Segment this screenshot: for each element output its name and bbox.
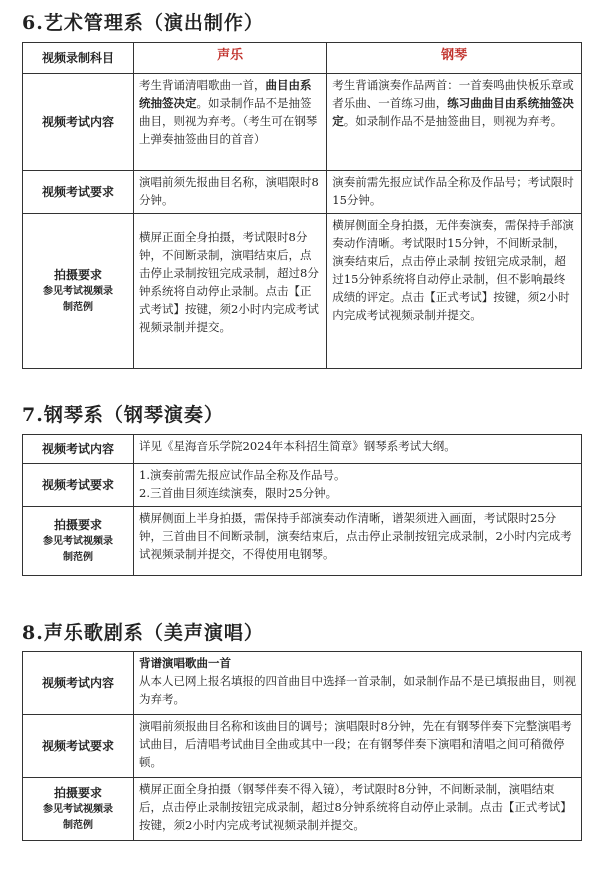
sub-label: 制范例 — [63, 552, 93, 563]
table-row — [23, 171, 582, 214]
bold-text: 曲目由系统抽签决定 — [139, 78, 312, 110]
vocal-content-cell — [134, 74, 327, 171]
label: 拍摄要求 — [53, 786, 102, 800]
vocal-filming-cell: 横屏正面全身拍摄，考试限时8分钟，不间断录制，演唱结束后，点击停止录制按钮完成录制，超过8分钟系统将自动停止录制。点击【正式考试】按键，须2小时内完成考试视频录制并提交。 — [134, 214, 327, 369]
table-row — [23, 652, 582, 715]
sub-label: 参见考试视频录 — [43, 286, 113, 297]
text: 2.三首曲目须连续演奏，限时25分钟。 — [139, 486, 338, 500]
section-7-table — [22, 434, 582, 576]
text: 考生背诵演奏作品两首：一首奏鸣曲快板乐章或者乐曲、一首练习曲， — [332, 78, 574, 110]
bold-text: 背谱演唱歌曲一首 — [139, 656, 231, 670]
table-row — [23, 507, 582, 576]
header-piano: 钢琴 — [327, 43, 582, 74]
content-cell — [134, 652, 582, 715]
row-label-content: 视频考试内容 — [23, 652, 134, 715]
section-8-table — [22, 651, 582, 841]
filming-cell: 横屏侧面上半身拍摄，需保持手部演奏动作清晰，谱架须进入画面，考试限时25分钟，三首曲目不间断录制，演奏结束后，点击停止录制按钮完成录制，2小时内完成考试视频录制并提交，不得使用电钢琴。 — [134, 507, 582, 576]
table-row — [23, 778, 582, 841]
table-row — [23, 74, 582, 171]
table-header-row — [23, 43, 582, 74]
filming-cell: 横屏正面全身拍摄（钢琴伴奏不得入镜），考试限时8分钟，不间断录制，演唱结束后，点击停止录制按钮完成录制，超过8分钟系统将自动停止录制。点击【正式考试】按键，须2小时内完成考试视频录制并提交。 — [134, 778, 582, 841]
row-label-content: 视频考试内容 — [23, 435, 134, 464]
sub-label: 制范例 — [63, 820, 93, 831]
text: 考生背诵清唱歌曲一首， — [139, 78, 266, 92]
label: 拍摄要求 — [53, 268, 102, 282]
section-7-title: 7.钢琴系（钢琴演奏） — [22, 404, 224, 426]
row-label-filming — [23, 214, 134, 369]
text: 。如录制作品不是抽签曲目，则视为弃考。（考生可在钢琴上弹奏抽签曲目的首音） — [139, 96, 318, 146]
table-row — [23, 464, 582, 507]
row-label-requirement: 视频考试要求 — [23, 715, 134, 778]
section-8-title: 8.声乐歌剧系（美声演唱） — [22, 622, 264, 644]
row-label-requirement: 视频考试要求 — [23, 171, 134, 214]
header-vocal: 声乐 — [134, 43, 327, 74]
sub-label: 制范例 — [63, 302, 93, 313]
sub-label: 参见考试视频录 — [43, 536, 113, 547]
requirement-cell: 演唱前须报曲目名称和该曲目的调号；演唱限时8分钟，先在有钢琴伴奏下完整演唱考试曲目，后清唱考试曲目全曲或其中一段；在有钢琴伴奏下演唱和清唱之间可稍微停顿。 — [134, 715, 582, 778]
bold-text: 练习曲曲目由系统抽签决定 — [332, 96, 574, 128]
table-row — [23, 214, 582, 369]
table-row — [23, 715, 582, 778]
piano-content-cell — [327, 74, 582, 171]
content-cell: 详见《星海音乐学院2024年本科招生简章》钢琴系考试大纲。 — [134, 435, 582, 464]
section-6-title: 6.艺术管理系（演出制作） — [22, 12, 264, 34]
requirement-cell — [134, 464, 582, 507]
row-label-requirement: 视频考试要求 — [23, 464, 134, 507]
piano-filming-cell: 横屏侧面全身拍摄，无伴奏演奏，需保持手部演奏动作清晰。考试限时15分钟，不间断录制，演奏结束后，点击停止录制 按钮完成录制，超过15分钟系统将自动停止录制，但不影响最终成绩的评定。点击【正式考试】按键，须2小时内完成考试视频录制并提交。 — [327, 214, 582, 369]
vocal-requirement-cell: 演唱前须先报曲目名称，演唱限时8分钟。 — [134, 171, 327, 214]
text: 从本人已网上报名填报的四首曲目中选择一首录制，如录制作品不是已填报曲目，则视为弃考。 — [139, 674, 576, 706]
header-subject: 视频录制科目 — [23, 43, 134, 74]
piano-requirement-cell: 演奏前需先报应试作品全称及作品号；考试限时15分钟。 — [327, 171, 582, 214]
text: 1.演奏前需先报应试作品全称及作品号。 — [139, 468, 346, 482]
text: 。如录制作品不是抽签曲目，则视为弃考。 — [343, 114, 563, 128]
row-label-filming — [23, 778, 134, 841]
section-6-table — [22, 42, 582, 369]
label: 拍摄要求 — [53, 518, 102, 532]
table-row — [23, 435, 582, 464]
row-label-filming — [23, 507, 134, 576]
sub-label: 参见考试视频录 — [43, 804, 113, 815]
row-label-content: 视频考试内容 — [23, 74, 134, 171]
